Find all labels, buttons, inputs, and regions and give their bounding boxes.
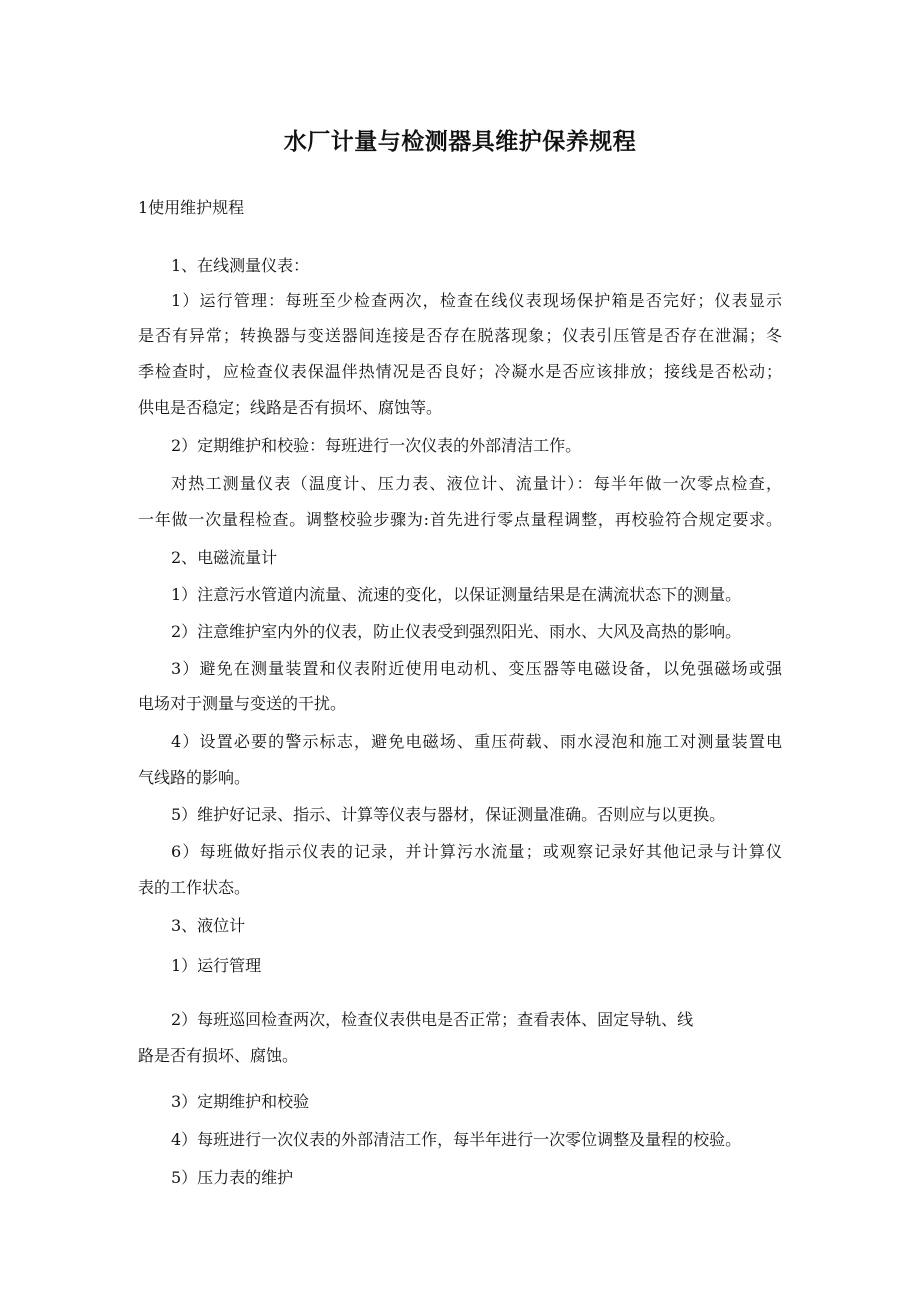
paragraph-line: 2）每班巡回检查两次，检查仪表供电是否正常；查看表体、固定导轨、线 <box>171 1010 694 1029</box>
paragraph-line: 是否有异常；转换器与变送器间连接是否存在脱落现象；仪表引压管是否存在泄漏；冬 <box>138 326 782 345</box>
paragraph-line: 季检查时，应检查仪表保温伴热情况是否良好；冷凝水是否应该排放；接线是否松动； <box>138 362 782 381</box>
paragraph-line: 1）运行管理 <box>171 956 262 975</box>
paragraph-line: 路是否有损坏、腐蚀。 <box>138 1046 299 1065</box>
subsection-heading: 2、电磁流量计 <box>171 548 278 567</box>
paragraph-line: 供电是否稳定；线路是否有损坏、腐蚀等。 <box>138 398 443 417</box>
paragraph-line: 2）定期维护和校验：每班进行一次仪表的外部清洁工作。 <box>171 436 582 455</box>
paragraph-line: 2）注意维护室内外的仪表，防止仪表受到强烈阳光、雨水、大风及高热的影响。 <box>171 622 742 641</box>
section-heading: 1使用维护规程 <box>138 198 245 217</box>
paragraph-line: 电场对于测量与变送的干扰。 <box>138 694 347 713</box>
paragraph-line: 4）每班进行一次仪表的外部清洁工作，每半年进行一次零位调整及量程的校验。 <box>171 1130 742 1149</box>
paragraph-line: 1）运行管理：每班至少检查两次，检查在线仪表现场保护箱是否完好；仪表显示 <box>171 291 782 310</box>
paragraph-line: 5）维护好记录、指示、计算等仪表与器材，保证测量准确。否则应与以更换。 <box>171 805 726 824</box>
paragraph-line: 气线路的影响。 <box>138 768 251 787</box>
paragraph-line: 表的工作状态。 <box>138 878 251 897</box>
subsection-heading: 3、液位计 <box>171 916 246 935</box>
subsection-heading: 1、在线测量仪表： <box>171 256 310 275</box>
paragraph-line: 5）压力表的维护 <box>171 1168 294 1187</box>
paragraph-line: 3）定期维护和校验 <box>171 1092 310 1111</box>
paragraph-line: 一年做一次量程检查。调整校验步骤为:首先进行零点量程调整，再校验符合规定要求。 <box>138 510 782 529</box>
paragraph-line: 6）每班做好指示仪表的记录，并计算污水流量；或观察记录好其他记录与计算仪 <box>171 842 782 861</box>
page-title: 水厂计量与检测器具维护保养规程 <box>283 129 637 155</box>
paragraph-line: 对热工测量仪表（温度计、压力表、液位计、流量计）：每半年做一次零点检查， <box>171 474 782 493</box>
paragraph-line: 4）设置必要的警示标志，避免电磁场、重压荷载、雨水浸泡和施工对测量装置电 <box>171 732 782 751</box>
paragraph-line: 3）避免在测量装置和仪表附近使用电动机、变压器等电磁设备，以免强磁场或强 <box>171 659 782 678</box>
paragraph-line: 1）注意污水管道内流量、流速的变化，以保证测量结果是在满流状态下的测量。 <box>171 585 742 604</box>
